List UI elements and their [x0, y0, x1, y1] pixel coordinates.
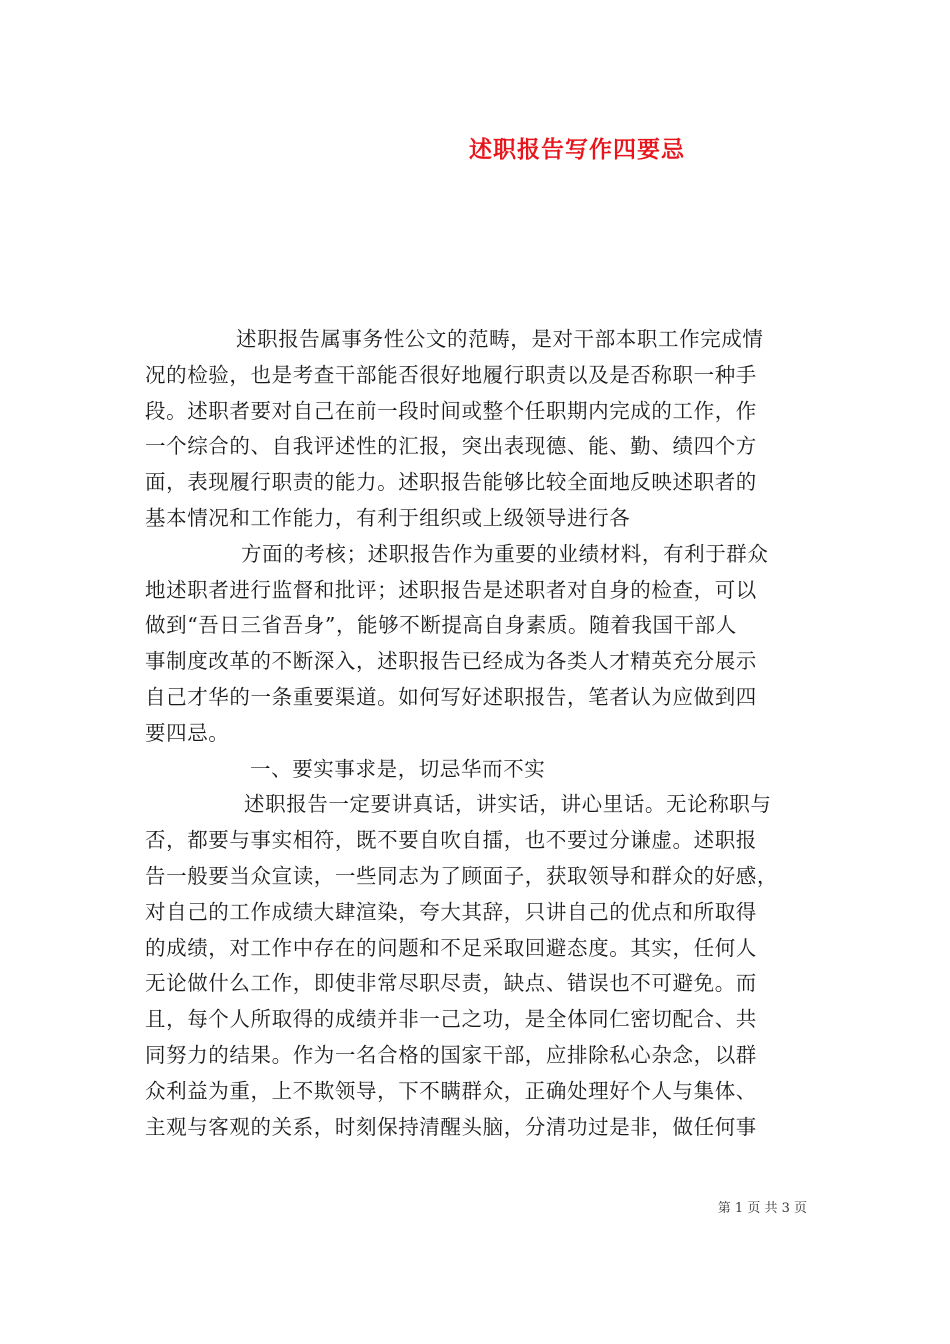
paragraph-line: 要四忌。 [145, 720, 230, 745]
paragraph-line: 段。述职者要对自己在前一段时间或整个任职期内完成的工作，作 [145, 398, 757, 423]
paragraph-line: 基本情况和工作能力，有利于组织或上级领导进行各 [145, 505, 631, 530]
paragraph-line: 地述职者进行监督和批评；述职报告是述职者对自身的检查，可以 [145, 577, 757, 602]
paragraph-line: 做到“吾日三省吾身”，能够不断提高自身素质。随着我国干部人 [145, 613, 737, 638]
paragraph-line: 自己才华的一条重要渠道。如何写好述职报告，笔者认为应做到四 [145, 684, 757, 709]
page-number-footer: 第 1 页 共 3 页 [717, 1201, 807, 1216]
paragraph-line: 一个综合的、自我评述性的汇报，突出表现德、能、勤、绩四个方 [145, 434, 757, 459]
paragraph-line: 众利益为重，上不欺领导，下不瞒群众，正确处理好个人与集体、 [145, 1078, 757, 1103]
paragraph-line: 面，表现履行职责的能力。述职报告能够比较全面地反映述职者的 [145, 470, 757, 495]
paragraph-line: 述职报告属事务性公文的范畴，是对干部本职工作完成情 [236, 327, 764, 351]
paragraph-line: 述职报告一定要讲真话，讲实话，讲心里话。无论称职与 [244, 792, 772, 817]
paragraph-line: 且，每个人所取得的成绩并非一己之功，是全体同仁密切配合、共 [145, 1007, 757, 1032]
document-title: 述职报告写作四要忌 [469, 136, 685, 163]
paragraph-line: 方面的考核；述职报告作为重要的业绩材料，有利于群众 [241, 541, 769, 566]
paragraph-line: 否，都要与事实相符，既不要自吹自擂，也不要过分谦虚。述职报 [145, 828, 757, 853]
paragraph-line: 同努力的结果。作为一名合格的国家干部，应排除私心杂念，以群 [145, 1042, 757, 1067]
paragraph-line: 无论做什么工作，即使非常尽职尽责，缺点、错误也不可避免。而 [145, 971, 757, 996]
paragraph-line: 况的检验，也是考查干部能否很好地履行职责以及是否称职一种手 [145, 362, 757, 387]
paragraph-line: 主观与客观的关系，时刻保持清醒头脑，分清功过是非，做任何事 [145, 1114, 757, 1139]
paragraph-line: 告一般要当众宣读，一些同志为了顾面子，获取领导和群众的好感， [145, 863, 778, 888]
paragraph-line: 事制度改革的不断深入，述职报告已经成为各类人才精英充分展示 [145, 649, 757, 674]
document-body [145, 322, 810, 1145]
paragraph-line: 对自己的工作成绩大肆渲染，夸大其辞，只讲自己的优点和所取得 [145, 899, 757, 924]
paragraph-line: 的成绩，对工作中存在的问题和不足采取回避态度。其实，任何人 [145, 935, 757, 960]
section-heading: 一、要实事求是，切忌华而不实 [250, 756, 546, 781]
